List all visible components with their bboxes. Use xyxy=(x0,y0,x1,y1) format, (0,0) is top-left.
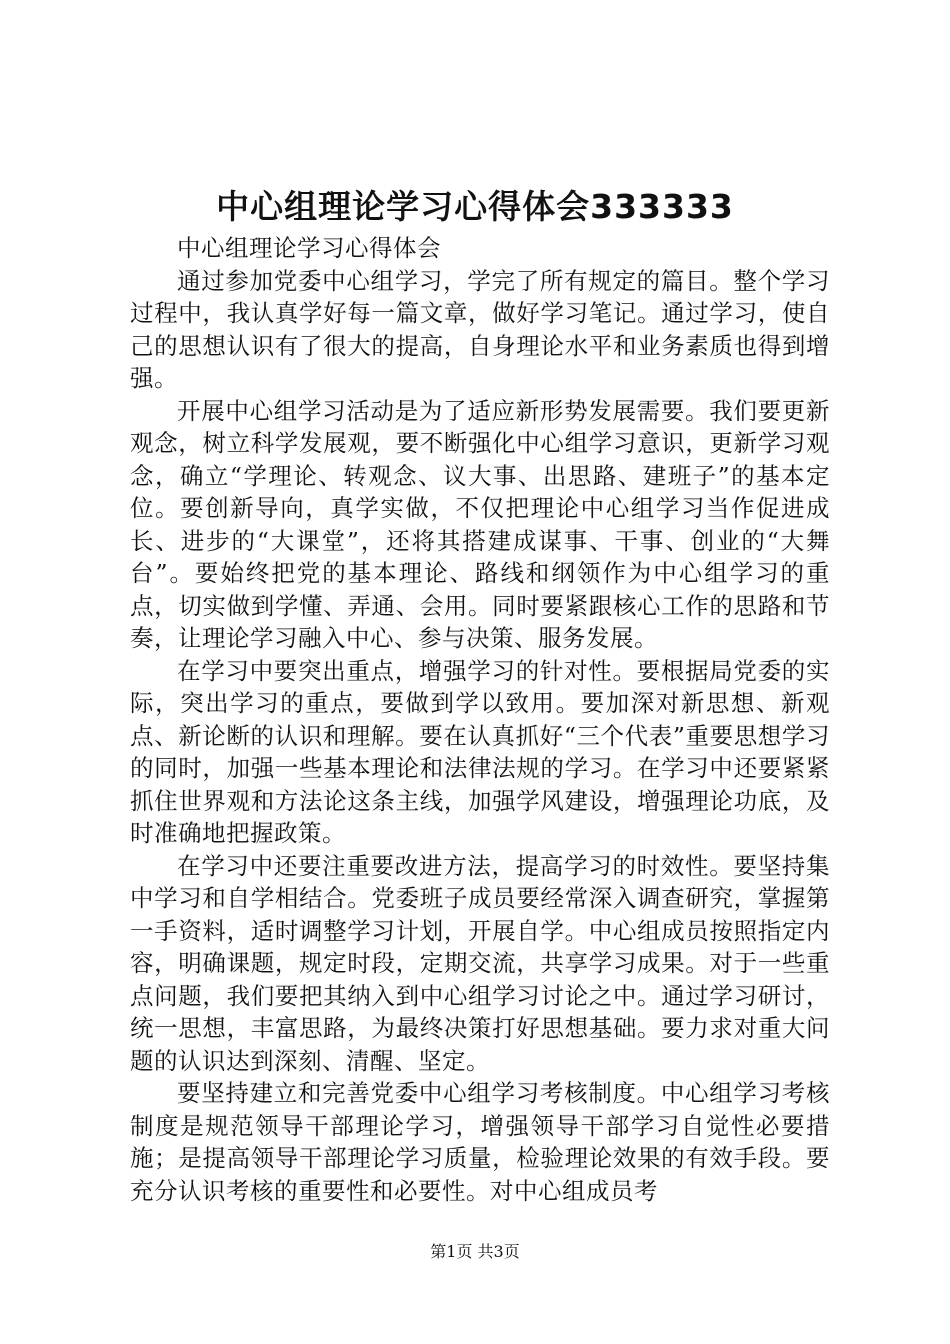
document-body xyxy=(130,232,830,1207)
body-paragraph: 在学习中还要注重要改进方法，提高学习的时效性。要坚持集中学习和自学相结合。党委班子成员要经常深入调查研究，掌握第一手资料，适时调整学习计划，开展自学。中心组成员按照指定内容，明确课题，规定时段，定期交流，共享学习成果。对于一些重点问题，我们要把其纳入到中心组学习讨论之中。通过学习研讨，统一思想，丰富思路，为最终决策打好思想基础。要力求对重大问题的认识达到深刻、清醒、坚定。 xyxy=(130,851,830,1075)
document-title: 中心组理论学习心得体会333333 xyxy=(216,187,734,226)
body-paragraph: 中心组理论学习心得体会 xyxy=(177,234,441,262)
page-footer: 第1页 共3页 xyxy=(430,1242,520,1261)
body-paragraph: 开展中心组学习活动是为了适应新形势发展需要。我们要更新观念，树立科学发展观，要不断强化中心组学习意识，更新学习观念，确立“学理论、转观念、议大事、出思路、建班子”的基本定位。要创新导向，真学实做，不仅把理论中心组学习当作促进成长、进步的“大课堂”，还将其搭建成谋事、干事、创业的“大舞台”。要始终把党的基本理论、路线和纲领作为中心组学习的重点，切实做到学懂、弄通、会用。同时要紧跟核心工作的思路和节奏，让理论学习融入中心、参与决策、服务发展。 xyxy=(130,396,830,652)
body-paragraph: 要坚持建立和完善党委中心组学习考核制度。中心组学习考核制度是规范领导干部理论学习，增强领导干部学习自觉性必要措施；是提高领导干部理论学习质量，检验理论效果的有效手段。要充分认识考核的重要性和必要性。对中心组成员考 xyxy=(130,1079,830,1205)
body-paragraph: 在学习中要突出重点，增强学习的针对性。要根据局党委的实际，突出学习的重点，要做到学以致用。要加深对新思想、新观点、新论断的认识和理解。要在认真抓好“三个代表”重要思想学习的同时，加强一些基本理论和法律法规的学习。在学习中还要紧紧抓住世界观和方法论这条主线，加强学风建设，增强理论功底，及时准确地把握政策。 xyxy=(130,656,830,847)
body-paragraph: 通过参加党委中心组学习，学完了所有规定的篇目。整个学习过程中，我认真学好每一篇文章，做好学习笔记。通过学习，使自己的思想认识有了很大的提高，自身理论水平和业务素质也得到增强。 xyxy=(130,266,830,392)
